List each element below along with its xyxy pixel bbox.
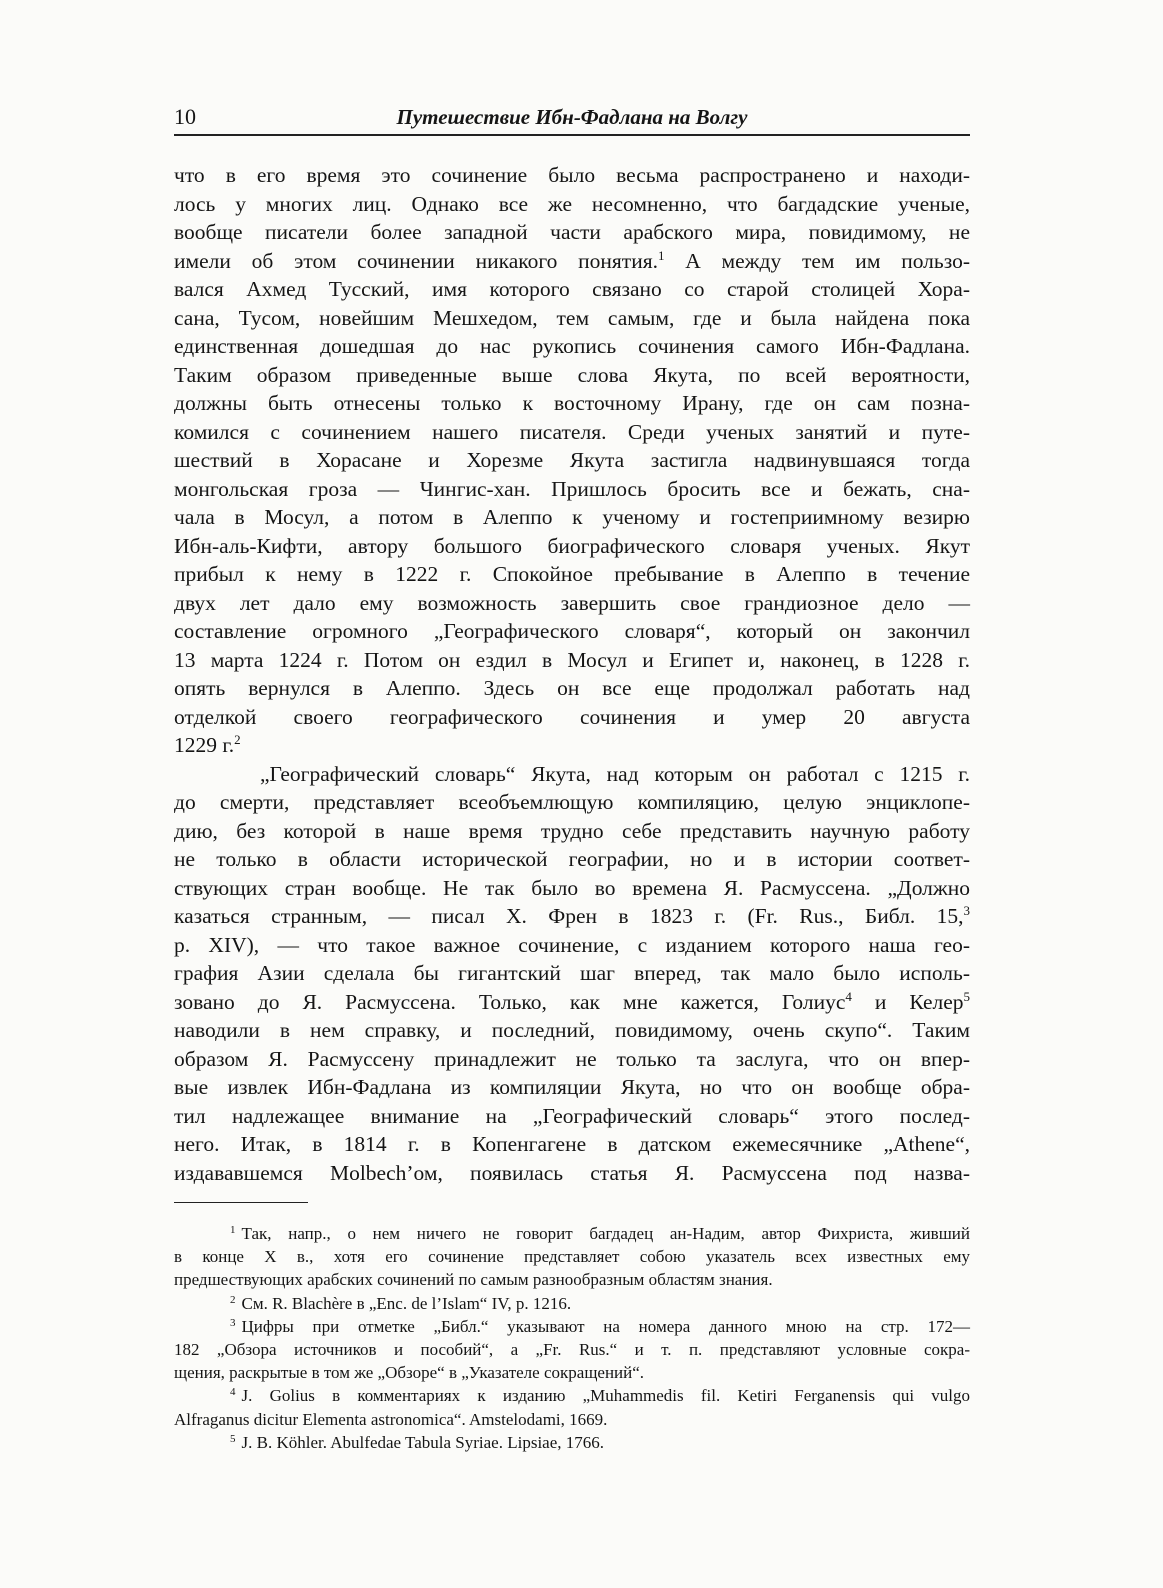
text-line: образом Я. Расмуссену принадлежит не только та заслуга, что он впер- bbox=[174, 1046, 970, 1071]
footnote-separator bbox=[174, 1202, 308, 1203]
footnote-text: предшествующих арабских сочинений по самым разнообразным областям знания. bbox=[174, 1270, 773, 1290]
text-line bbox=[174, 731, 970, 760]
footnote-number: 4 bbox=[230, 1386, 236, 1399]
page-number: 10 bbox=[174, 104, 196, 129]
text-segment: зовано до Я. Расмуссена. Только, как мне кажется, Голиус bbox=[174, 989, 846, 1014]
text-segment: 1229 г. bbox=[174, 733, 235, 757]
footnote-line bbox=[174, 1338, 970, 1361]
footnote-text: в конце X в., хотя его сочинение представляет собою указатель всех известных ему bbox=[174, 1247, 970, 1267]
text-line: „Географический словарь“ Якута, над которым он работал с 1215 г. bbox=[260, 761, 970, 786]
text-line: прибыл к нему в 1222 г. Спокойное пребывание в Алеппо в течение bbox=[174, 562, 970, 586]
text-line: шествий в Хорасане и Хорезме Якута застигла надвинувшаяся тогда bbox=[174, 448, 970, 472]
running-title: Путешествие Ибн-Фадлана на Волгу bbox=[396, 105, 748, 129]
footnote-reference: 3 bbox=[963, 903, 970, 918]
footnote-line bbox=[174, 1245, 970, 1268]
text-line: не только в области исторической географии, но и в истории соответ- bbox=[174, 847, 970, 871]
text-line: лось у многих лиц. Однако все же несомненно, что багдадские ученые, bbox=[174, 191, 970, 216]
footnote-number: 3 bbox=[230, 1316, 236, 1329]
footnote-text: Alfraganus dicitur Elementa astronomica“. Amstelodami, 1669. bbox=[174, 1409, 608, 1429]
page-header bbox=[174, 104, 970, 136]
footnote-text: щения, раскрытые в том же „Обзоре“ в „Указателе сокращений“. bbox=[174, 1363, 645, 1383]
footnote-text: J. B. Köhler. Abulfedae Tabula Syriae. Lipsiae, 1766. bbox=[241, 1432, 605, 1452]
text-line: р. XIV), — что такое важное сочинение, с изданием которого наша гео- bbox=[174, 932, 970, 957]
text-line: Ибн-аль-Кифти, автору большого биографического словаря ученых. Якут bbox=[174, 533, 970, 558]
text-segment: и Келер bbox=[851, 989, 964, 1014]
footnote-line bbox=[174, 1268, 970, 1291]
footnote-line bbox=[174, 1315, 970, 1338]
footnote-line bbox=[174, 1431, 970, 1454]
text-line bbox=[174, 988, 970, 1017]
text-line: двух лет дало ему возможность завершить свое грандиозное дело — bbox=[174, 590, 970, 615]
footnotes bbox=[174, 1222, 970, 1454]
text-line: него. Итак, в 1814 г. в Копенгагене в датском ежемесячнике „Athene“, bbox=[174, 1132, 970, 1156]
text-line: графия Азии сделала бы гигантский шаг вперед, так мало было исполь- bbox=[174, 961, 970, 985]
text-line: отделкой своего географического сочинения и умер 20 августа bbox=[174, 704, 970, 729]
text-line: дию, без которой в наше время трудно себе представить научную работу bbox=[174, 818, 970, 843]
text-line: вообще писатели более западной части арабского мира, повидимому, не bbox=[174, 220, 970, 244]
text-segment: имели об этом сочинении никакого понятия. bbox=[174, 248, 658, 273]
text-line: ствующих стран вообще. Не так было во времена Я. Расмуссена. „Должно bbox=[174, 875, 970, 900]
text-line: монгольская гроза — Чингис-хан. Пришлось бросить все и бежать, сна- bbox=[174, 476, 970, 501]
footnote-line bbox=[174, 1408, 970, 1431]
text-line: издававшемся Molbech’ом, появилась статья Я. Расмуссена под назва- bbox=[174, 1160, 970, 1185]
footnote-line bbox=[174, 1384, 970, 1407]
text-line: единственная дошедшая до нас рукопись сочинения самого Ибн-Фадлана. bbox=[174, 334, 970, 358]
text-line: тил надлежащее внимание на „Географический словарь“ этого послед- bbox=[174, 1103, 970, 1128]
text-line: вые извлек Ибн-Фадлана из компиляции Якута, но что он вообще обра- bbox=[174, 1075, 970, 1099]
text-segment: казаться странным, — писал X. Френ в 1823 г. (Fr. Rus., Библ. 15, bbox=[174, 904, 964, 928]
text-line: 13 марта 1224 г. Потом он ездил в Мосул и Египет и, наконец, в 1228 г. bbox=[174, 647, 970, 672]
footnote-reference: 1 bbox=[657, 247, 665, 263]
text-line: комился с сочинением нашего писателя. Среди ученых занятий и путе- bbox=[174, 419, 970, 444]
text-line: сана, Тусом, новейшим Мешхедом, тем самым, где и была найдена пока bbox=[174, 305, 970, 330]
text-line bbox=[174, 247, 970, 276]
footnote-line bbox=[174, 1292, 970, 1315]
footnote-reference: 2 bbox=[234, 732, 241, 747]
text-segment: А между тем им пользо- bbox=[664, 248, 970, 273]
text-line: составление огромного „Географического словаря“, который он закончил bbox=[174, 619, 970, 643]
footnote-text: Так, напр., о нем ничего не говорит багдадец ан-Надим, автор Фихриста, живший bbox=[241, 1224, 970, 1243]
text-line: Таким образом приведенные выше слова Якута, по всей вероятности, bbox=[174, 362, 970, 387]
text-line: чала в Мосул, а потом в Алеппо к ученому и гостеприимному везирю bbox=[174, 505, 970, 529]
text-line: опять вернулся в Алеппо. Здесь он все еще продолжал работать над bbox=[174, 676, 970, 700]
footnote-text: J. Golius в комментариях к изданию „Muhammedis fil. Ketiri Ferganensis qui vulgo bbox=[241, 1386, 970, 1406]
footnote-number: 1 bbox=[230, 1224, 236, 1236]
footnote-number: 5 bbox=[230, 1432, 236, 1445]
main-text bbox=[174, 161, 970, 1187]
footnote-number: 2 bbox=[230, 1293, 236, 1306]
text-line bbox=[174, 902, 970, 931]
footnote-reference: 4 bbox=[845, 988, 852, 1004]
footnote-text: 182 „Обзора источников и пособий“, а „Fr. Rus.“ и т. п. представляют условные сокра- bbox=[174, 1339, 970, 1359]
footnote-line bbox=[174, 1361, 970, 1384]
footnote-text: Цифры при отметке „Библ.“ указывают на номера данного мною на стр. 172— bbox=[241, 1316, 970, 1336]
text-line: вался Ахмед Тусский, имя которого связано со старой столицей Хора- bbox=[174, 277, 970, 301]
footnote-reference: 5 bbox=[963, 988, 971, 1004]
text-line: до смерти, представляет всеобъемлющую компиляцию, целую энциклопе- bbox=[174, 790, 970, 814]
footnote-text: См. R. Blachère в „Enc. de l’Islam“ IV, p. 1216. bbox=[241, 1293, 572, 1313]
text-line: наводили в нем справку, и последний, повидимому, очень скупо“. Таким bbox=[174, 1018, 970, 1042]
footnote-line bbox=[174, 1222, 970, 1245]
text-line: должны быть отнесены только к восточному Ирану, где он сам позна- bbox=[174, 391, 970, 415]
text-line: что в его время это сочинение было весьма распространено и находи- bbox=[174, 163, 970, 187]
